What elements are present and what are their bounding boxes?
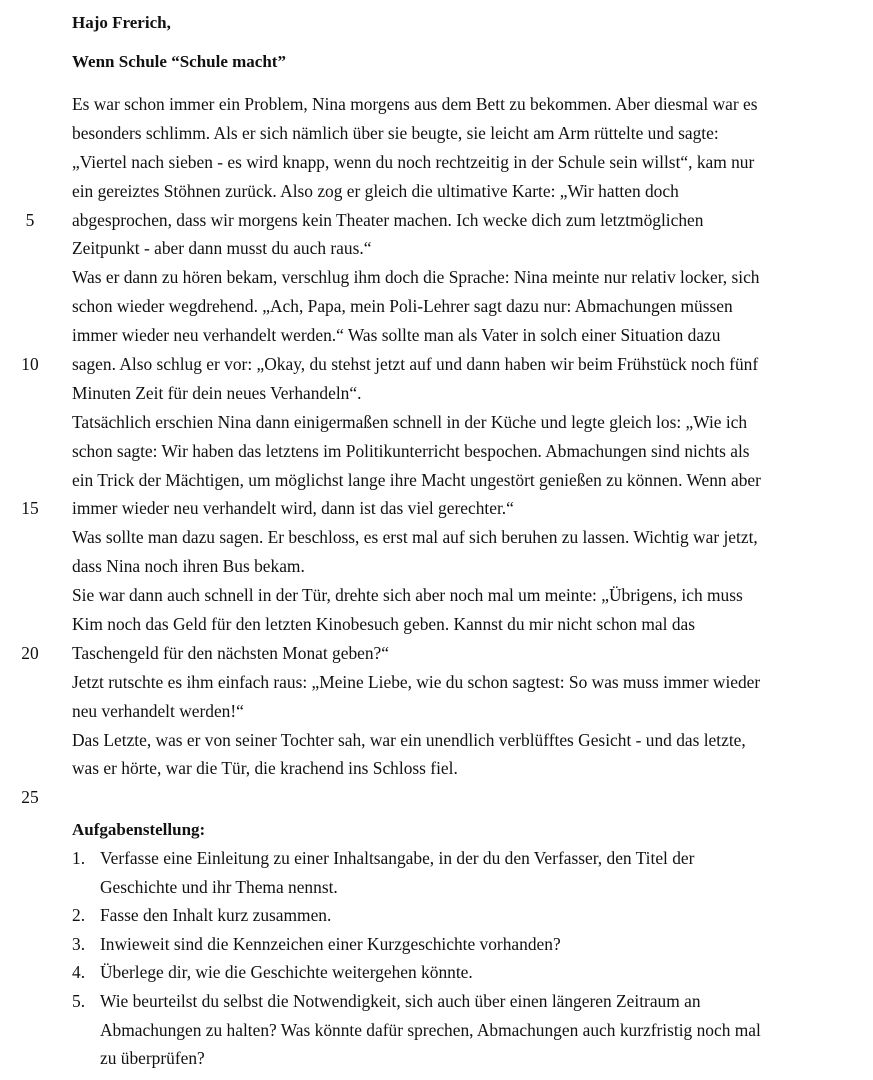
story-line bbox=[0, 466, 873, 495]
task-item bbox=[0, 1016, 873, 1045]
story-line bbox=[0, 552, 873, 581]
task-number: 4. bbox=[72, 962, 86, 983]
task-text: Überlege dir, wie die Geschichte weitergehen könnte. bbox=[100, 962, 473, 983]
story-line-text: Sie war dann auch schnell in der Tür, drehte sich aber noch mal um meinte: „Übrigens, ich muss bbox=[72, 585, 743, 606]
story-line-text: Taschengeld für den nächsten Monat geben?“ bbox=[72, 642, 389, 663]
story-line bbox=[0, 726, 873, 755]
line-number: 5 bbox=[25, 209, 35, 230]
story-line bbox=[0, 350, 873, 379]
task-item bbox=[0, 987, 873, 1016]
task-text: Inwieweit sind die Kennzeichen einer Kurzgeschichte vorhanden? bbox=[100, 933, 561, 954]
story-line bbox=[0, 408, 873, 437]
line-number: 10 bbox=[21, 354, 39, 375]
story-line bbox=[0, 148, 873, 177]
story-line bbox=[0, 783, 873, 812]
task-text: zu überprüfen? bbox=[100, 1048, 205, 1069]
story-line bbox=[0, 668, 873, 697]
author-name: Hajo Frerich, bbox=[72, 13, 171, 32]
story-line bbox=[0, 639, 873, 668]
story-line bbox=[0, 90, 873, 119]
story-line bbox=[0, 523, 873, 552]
task-list bbox=[0, 844, 873, 1073]
task-number: 2. bbox=[72, 905, 86, 926]
story-line-text: Was er dann zu hören bekam, verschlug ihm doch die Sprache: Nina meinte nur relativ locker, sich bbox=[72, 267, 760, 288]
line-number: 20 bbox=[21, 642, 39, 663]
story-line-text: neu verhandelt werden!“ bbox=[72, 700, 244, 721]
story-line-text: dass Nina noch ihren Bus bekam. bbox=[72, 556, 305, 577]
story-line-text: Das Letzte, was er von seiner Tochter sah, war ein unendlich verblüfftes Gesicht - und das letzte, bbox=[72, 729, 746, 750]
story-line-text: Jetzt rutschte es ihm einfach raus: „Meine Liebe, wie du schon sagtest: So was muss immer wieder bbox=[72, 671, 761, 692]
story-line-text: ein Trick der Mächtigen, um möglichst lange ihre Macht ungestört genießen zu können. Wenn aber bbox=[72, 469, 761, 490]
story-line bbox=[0, 379, 873, 408]
story-line bbox=[0, 206, 873, 235]
story-line-text: ein gereiztes Stöhnen zurück. Also zog er gleich die ultimative Karte: „Wir hatten doch bbox=[72, 180, 679, 201]
story-line-text: besonders schlimm. Als er sich nämlich über sie beugte, sie leicht am Arm rüttelte und sagte: bbox=[72, 122, 719, 143]
story-title: Wenn Schule “Schule macht” bbox=[72, 52, 286, 71]
story-line-text: Was sollte man dazu sagen. Er beschloss, es erst mal auf sich beruhen zu lassen. Wichtig war jetzt, bbox=[72, 527, 758, 548]
story-line-text: schon sagte: Wir haben das letztens im Politikunterricht bespochen. Abmachungen sind nichts als bbox=[72, 440, 750, 461]
story-line bbox=[0, 494, 873, 523]
story-line bbox=[0, 119, 873, 148]
story-line-text: Zeitpunkt - aber dann musst du auch raus.“ bbox=[72, 238, 372, 259]
line-number: 25 bbox=[21, 787, 39, 808]
story-line-text: „Viertel nach sieben - es wird knapp, wenn du noch rechtzeitig in der Schule sein willst“, kam nur bbox=[72, 151, 755, 172]
story-line-text: Tatsächlich erschien Nina dann einigermaßen schnell in der Küche und legte gleich los: „Wie ich bbox=[72, 411, 748, 432]
story-line bbox=[0, 292, 873, 321]
task-text: Verfasse eine Einleitung zu einer Inhaltsangabe, in der du den Verfasser, den Titel der bbox=[100, 848, 695, 868]
story-line-text: abgesprochen, dass wir morgens kein Theater machen. Ich wecke dich zum letztmöglichen bbox=[72, 209, 704, 230]
story-text bbox=[0, 90, 873, 812]
task-text: Geschichte und ihr Thema nennst. bbox=[100, 876, 338, 897]
line-number: 15 bbox=[21, 498, 39, 519]
story-line bbox=[0, 754, 873, 783]
story-line-text: Kim noch das Geld für den letzten Kinobesuch geben. Kannst du mir nicht schon mal das bbox=[72, 614, 696, 635]
task-item bbox=[0, 901, 873, 930]
story-line-text: Es war schon immer ein Problem, Nina morgens aus dem Bett zu bekommen. Aber diesmal war es bbox=[72, 94, 758, 114]
story-line bbox=[0, 581, 873, 610]
story-line-text: sagen. Also schlug er vor: „Okay, du stehst jetzt auf und dann haben wir beim Frühstück noch fünf bbox=[72, 354, 759, 375]
story-line bbox=[0, 234, 873, 263]
story-line-text: Minuten Zeit für dein neues Verhandeln“. bbox=[72, 382, 362, 403]
task-text: Wie beurteilst du selbst die Notwendigkeit, sich auch über einen längeren Zeitraum an bbox=[100, 990, 701, 1011]
story-line-text: immer wieder neu verhandelt werden.“ Was sollte man als Vater in solch einer Situation dazu bbox=[72, 325, 721, 346]
task-text: Fasse den Inhalt kurz zusammen. bbox=[100, 905, 332, 926]
task-item bbox=[0, 844, 873, 873]
story-line bbox=[0, 263, 873, 292]
story-line-text: was er hörte, war die Tür, die krachend ins Schloss fiel. bbox=[72, 758, 458, 779]
task-heading: Aufgabenstellung: bbox=[72, 820, 206, 839]
story-line bbox=[0, 437, 873, 466]
task-item bbox=[0, 1044, 873, 1073]
task-item bbox=[0, 930, 873, 959]
task-number: 5. bbox=[72, 990, 86, 1011]
story-line bbox=[0, 697, 873, 726]
task-item bbox=[0, 958, 873, 987]
task-number: 1. bbox=[72, 848, 86, 868]
story-line-text: schon wieder wegdrehend. „Ach, Papa, mein Poli-Lehrer sagt dazu nur: Abmachungen müssen bbox=[72, 296, 733, 317]
story-line bbox=[0, 177, 873, 206]
task-item bbox=[0, 873, 873, 902]
task-text: Abmachungen zu halten? Was könnte dafür sprechen, Abmachungen auch kurzfristig noch mal bbox=[100, 1019, 761, 1040]
story-line-text: immer wieder neu verhandelt wird, dann ist das viel gerechter.“ bbox=[72, 498, 514, 519]
story-line bbox=[0, 321, 873, 350]
task-number: 3. bbox=[72, 933, 86, 954]
story-line bbox=[0, 610, 873, 639]
